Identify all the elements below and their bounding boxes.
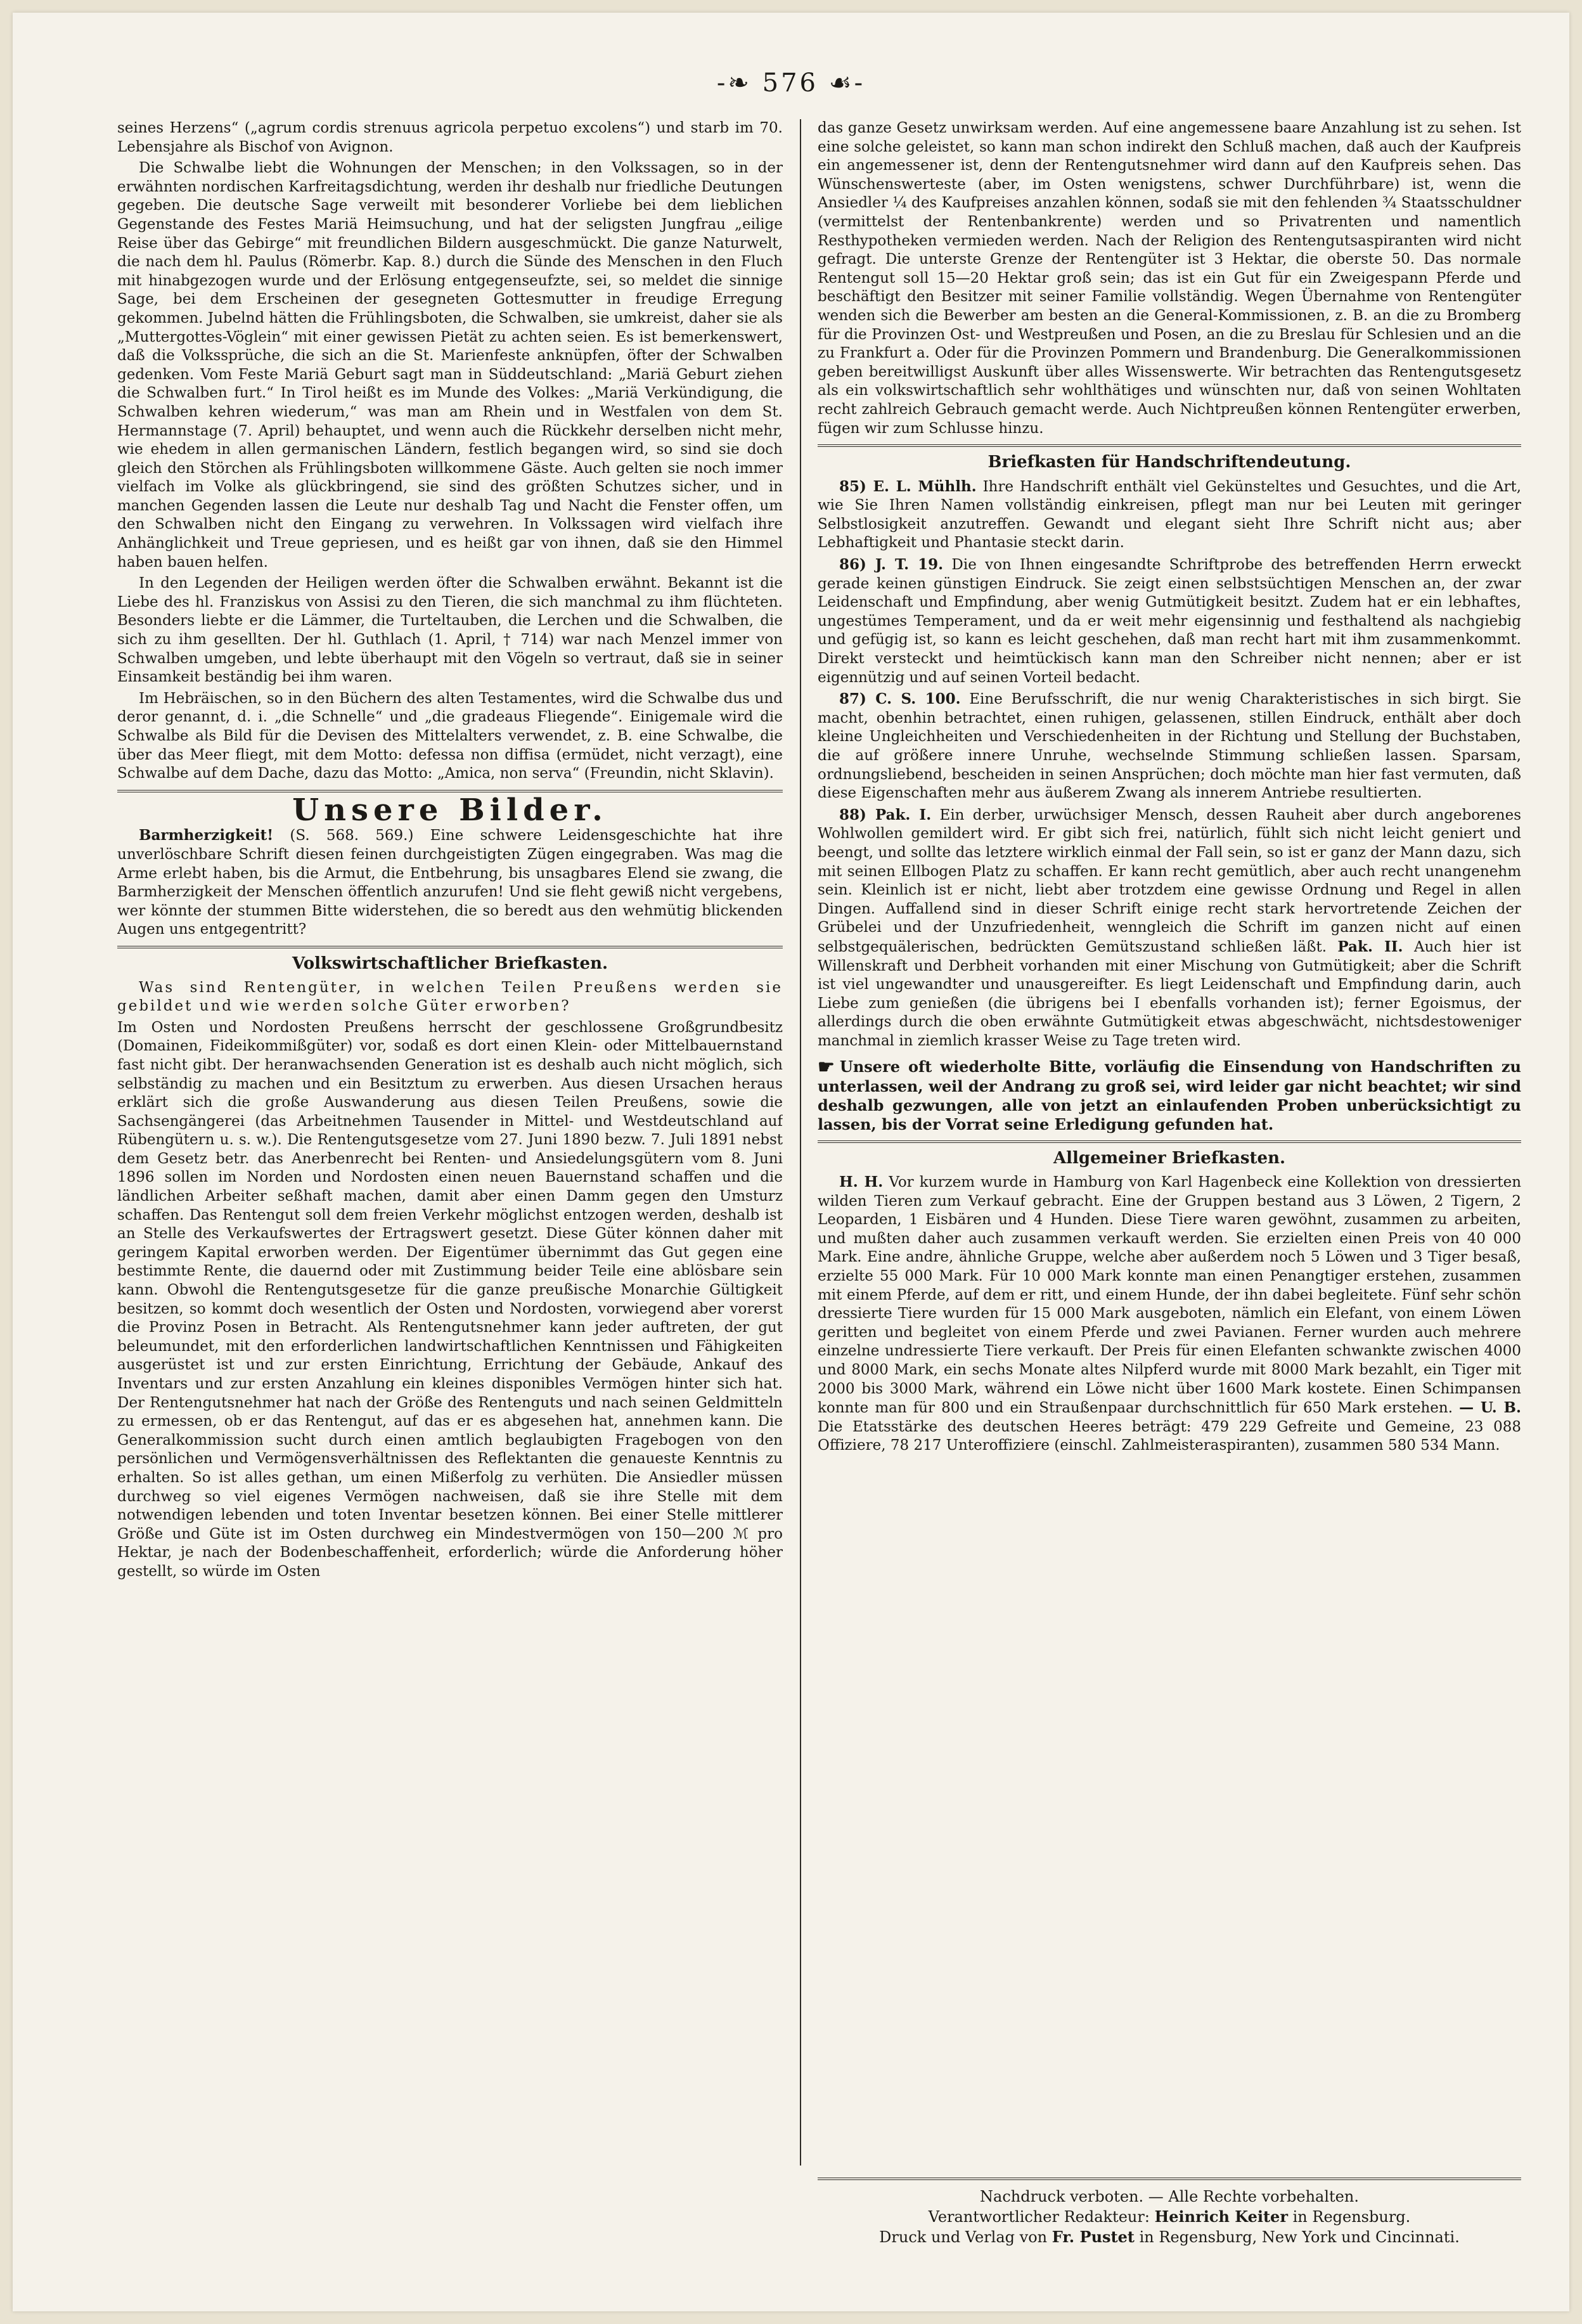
divider: [818, 1140, 1521, 1143]
column-divider: [800, 119, 801, 2166]
vw-question: Was sind Rentengüter, in welchen Teilen Preußens werden sie gebildet und wie werden solche Güter erworben?: [117, 979, 783, 1015]
handwriting-notice: ☛ Unsere oft wiederholte Bitte, vorläufig die Einsendung von Handschriften zu unterlassen, weil der Andrang zu groß sei, wird leider gar nicht beachtet; wir sind deshalb gezwungen, alle von jetzt an einlaufenden Proben unberücksichtigt zu lassen, bis der Vorrat seine Erledigung gefunden hat.: [818, 1055, 1521, 1133]
handwriting-entry-85: 85) E. L. Mühlh. Ihre Handschrift enthält viel Gekünsteltes und Gesuchtes, und die Art, wie Sie Ihren Namen vollständig einkreisen, pflegt man nur bei Leuten mit geringer Selbstlosigkeit anzutreffen. Gewandt und elegant sieht Ihre Schrift nicht aus; aber Lebhaftigkeit und Phantasie steckt darin.: [818, 477, 1521, 552]
section-title-allgemein: Allgemeiner Briefkasten.: [1053, 1148, 1286, 1168]
divider: [818, 2178, 1521, 2180]
section-title-unsere-bilder: Unsere Bilder.: [292, 792, 608, 828]
right-column: [818, 119, 1521, 2166]
handwriting-entry-88: 88) Pak. I. Ein derber, urwüchsiger Mensch, dessen Rauheit aber durch angeborenes Wohlwollen gemildert wird. Er gibt sich frei, natürlich, fühlt sich nicht leicht geniert und beengt, und sollte das letztere wirklich einmal der Fall sein, so ist er ganz der Mann dazu, sich mit seinen Ellbogen Platz zu schaffen. Er kann recht gemütlich, aber auch recht unangenehm sein. Kleinlich ist er nicht, liebt aber trotzdem eine gewisse Ordnung und Regel in allen Dingen. Auffallend sind in dieser Schrift einige recht stark hervortretende Zeichen der Grübelei und der Unzufriedenheit, wenngleich die Schrift im ganzen nicht auf einen selbstgequälerischen, bedrückten Gemütszustand schließen läßt. Pak. II. Auch hier ist Willenskraft und Derbheit vorhanden mit einer Mischung von Gutmütigkeit; aber die Schrift ist viel ungewandter und unausgereifter. Es liegt Leidenschaft und Empfindung darin, auch Liebe zum genießen (die übrigens bei I ebenfalls vorhanden ist); ferner Egoismus, der allerdings durch die oben erwähnte Gutmütigkeit etwas abgeschwächt, nichtsdestoweniger manchmal in ziemlich krasser Weise zu Tage treten wird.: [818, 806, 1521, 1049]
imprint-editor: Verantwortlicher Redakteur: Heinrich Keiter in Regensburg.: [928, 2207, 1411, 2226]
ornament-left: -❧: [716, 68, 762, 98]
imprint-publisher: Druck und Verlag von Fr. Pustet in Regensburg, New York und Cincinnati.: [879, 2228, 1460, 2246]
bilder-lead: Barmherzigkeit!: [139, 827, 274, 844]
paragraph: In den Legenden der Heiligen werden öfter die Schwalben erwähnt. Bekannt ist die Liebe des hl. Franziskus von Assisi zu den Tieren, die sich manchmal zu ihm flüchteten. Besonders liebte er die Lämmer, die Turteltauben, die Lerchen und die Schwalben, die sich zu ihm gesellten. Der hl. Guthlach (1. April, † 714) war nach Menzel immer von Schwalben umgeben, und lebte überhaupt mit den Vögeln so vertraut, daß sie in seiner Einsamkeit beständig bei ihm waren.: [117, 575, 783, 686]
divider: [117, 946, 783, 948]
left-column: [117, 119, 783, 2166]
divider: [818, 444, 1521, 447]
paragraph: Im Hebräischen, so in den Büchern des alten Testamentes, wird die Schwalbe dus und deror genannt, d. i. „die Schnelle“ und „die gradeaus Fliegende“. Einigemale wird die Schwalbe als Bild für die Devisen des Mittelalters verwendet, z. B. eine Schwalbe, die über das Meer fliegt, mit dem Motto: defessa non diffisa (ermüdet, nicht verzagt), eine Schwalbe auf dem Dache, dazu das Motto: „Amica, non serva“ (Freundin, nicht Sklavin).: [117, 690, 783, 782]
page-number: -❧ 576 ☙-: [716, 68, 866, 98]
imprint: [818, 2178, 1521, 2247]
paragraph: Die Schwalbe liebt die Wohnungen der Menschen; in den Volkssagen, so in der erwähnten nordischen Karfreitagsdichtung, werden ihr deshalb nur friedliche Deutungen gegeben. Die deutsche Sage verweilt mit besonderer Vorliebe bei dem lieblichen Gegenstande des Festes Mariä Heimsuchung, und hat der seligsten Jungfrau „eilige Reise über das Gebirge“ mit freundlichen Bildern ausgeschmückt. Die ganze Naturwelt, die nach dem hl. Paulus (Römerbr. Kap. 8.) durch die Sünde des Menschen in den Fluch mit hinabgezogen wurde und der Erlösung entgegenseufzte, sei, so meldet die sinnige Sage, bei dem Erscheinen der gesegneten Gottesmutter in freudige Erregung gekommen. Jubelnd hätten die Frühlingsboten, die Schwalben, sie umkreist, daher sie als „Muttergottes-Vöglein“ mit einer gewissen Pietät zu achten seien. Es ist bemerkenswert, daß die Volkssprüche, die sich an die St. Marienfeste anknüpfen, öfter der Schwalben gedenken. Vom Feste Mariä Geburt sagt man in Süddeutschland: „Mariä Geburt ziehen die Schwalben furt.“ In Tirol heißt es im Munde des Volkes: „Mariä Verkündigung, die Schwalben kehren wiederum,“ was man am Rhein und in Westfalen von dem St. Hermannstage (7. April) behauptet, und wenn auch die Rückkehr derselben nicht mehr, wie ehedem in allen germanischen Ländern, festlich begangen wird, so sind sie doch gleich den Störchen als Frühlingsboten willkommene Gäste. Auch gelten sie noch immer vielfach im Volke als glückbringend, sie sind des größten Schutzes sicher, und in manchen Gegenden lassen die Leute nur deshalb Tag und Nacht die Fenster offen, um den Schwalben nicht den Eingang zu verwehren. In Volkssagen wird vielfach ihre Anhänglichkeit und Treue gepriesen, und es heißt gar von ihnen, daß sie den Himmel haben bauen helfen.: [117, 160, 783, 571]
vw-answer: Im Osten und Nordosten Preußens herrscht der geschlossene Großgrundbesitz (Domainen, Fideikommißgüter) vor, sodaß es dort einen Klein- oder Mittelbauernstand fast nicht gibt. Der heranwachsenden Generation ist es deshalb auch nicht möglich, sich selbständig zu machen und ein Besitztum zu erwerben. Aus diesen Ursachen heraus erklärt sich die große Auswanderung aus diesen Teilen Preußens, sowie die Sachsengängerei (das Arbeitnehmen Tausender in Mittel- und Westdeutschland auf Rübengütern u. s. w.). Die Rentengutsgesetze vom 27. Juni 1890 bezw. 7. Juli 1891 nebst dem Gesetz betr. das Anerbenrecht bei Renten- und Ansiedelungsgütern vom 8. Juni 1896 sollen im Norden und Nordosten einen neuen Bauernstand schaffen und die ländlichen Arbeiter seßhaft machen, damit aber einen Damm gegen den Umsturz schaffen. Das Rentengut soll dem freien Verkehr möglichst entzogen werden, deshalb ist an Stelle des Verkaufswertes der Ertragswert gesetzt. Diese Güter können daher mit geringem Kapital erworben werden. Der Eigentümer übernimmt das Gut gegen eine bestimmte Rente, die dauernd oder mit Zustimmung beider Teile eine ablösbare sein kann. Obwohl die Rentengutsgesetze für die ganze preußische Monarchie Gültigkeit besitzen, so kommt doch wesentlich der Osten und Nordosten, vorwiegend aber vorerst die Provinz Posen in Betracht. Als Rentengutsnehmer kann jeder auftreten, der gut beleumundet, mit den erforderlichen landwirtschaftlichen Kenntnissen und Fähigkeiten ausgerüstet ist und zur ersten Einrichtung, Errichtung der Gebäude, Ankauf des Inventars und zur ersten Anzahlung ein kleines disponibles Vermögen hinter sich hat. Der Rentengutsnehmer hat nach der Größe des Rentenguts und nach seinen Geldmitteln zu ermessen, ob er das Rentengut, auf das er es abgesehen hat, annehmen kann. Die Generalkommission sucht durch einen amtlich beglaubigten Fragebogen von den persönlichen und Vermögensverhältnissen des Reflektanten die genaueste Kenntnis zu erhalten. So ist alles gethan, um einen Mißerfolg zu verhüten. Die Ansiedler müssen durchweg so viel eigenes Vermögen nachweisen, daß sie ihre Stelle mit dem notwendigen lebenden und toten Inventar besetzen können. Bei einer Stelle mittlerer Größe und Güte ist im Osten durchweg ein Mindestvermögen von 150—200 ℳ pro Hektar, je nach der Bodenbeschaffenheit, erforderlich; würde die Anforderung höher gestellt, so würde im Osten: [117, 1019, 783, 1580]
vw-answer-continued: das ganze Gesetz unwirksam werden. Auf eine angemessene baare Anzahlung ist zu sehen. Ist eine solche geleistet, so kann man schon indirekt den Schluß machen, daß auch der Kaufpreis ein angemessener ist, denn der Rentengutsnehmer wird dann auf den Kaufpreis sehen. Das Wünschenswerteste (aber, im Osten wenigstens, schwer Durchführbare) ist, wenn die Ansiedler ¼ des Kaufpreises anzahlen können, sodaß sie mit den fehlenden ¾ Staatsschuldner (vermittelst der Rentenbankrente) werden und so Privatrenten und namentlich Resthypotheken vermieden werden. Nach der Religion des Rentengutsaspiranten wird nicht gefragt. Die unterste Grenze der Rentengüter ist 3 Hektar, die oberste 50. Das normale Rentengut soll 15—20 Hektar groß sein; das ist ein Gut für ein Zweigespann Pferde und beschäftigt den Besitzer mit seiner Familie vollständig. Wegen Übernahme von Rentengüter wenden sich die Bewerber am besten an die General-Kommissionen, z. B. an die zu Bromberg für die Provinzen Ost- und Westpreußen und Posen, an die zu Breslau für Schlesien und an die zu Frankfurt a. Oder für die Provinzen Pommern und Brandenburg. Die Generalkommissionen geben bereitwilligst Auskunft über alles Wissenswerte. Wir betrachten das Rentengutsgesetz als ein volkswirtschaftlich sehr wohlthätiges und wünschten nur, daß von seinen Wohltaten recht zahlreich Gebrauch gemacht werde. Auch Nichtpreußen können Rentengüter erwerben, fügen wir zum Schlusse hinzu.: [818, 120, 1521, 437]
pointing-hand-icon: ☛: [818, 1055, 835, 1078]
bilder-text: (S. 568. 569.) Eine schwere Leidensgeschichte hat ihre unverlöschbare Schrift diesen feinen durchgeistigten Zügen eingegraben. Was mag die Arme erlebt haben, bis die Armut, die Entbehrung, bis unsagbares Elend sie zwang, die Barmherzigkeit der Menschen öffentlich anzurufen! Und sie fleht gewiß nicht vergebens, wer könnte der stummen Bitte widerstehen, die so beredt aus den wehmütig blickenden Augen uns entgegentritt?: [117, 827, 783, 938]
handwriting-entry-86: 86) J. T. 19. Die von Ihnen eingesandte Schriftprobe des betreffenden Herrn erweckt gerade keinen günstigen Eindruck. Sie zeigt einen selbstsüchtigen Menschen an, der zwar Leidenschaft und Empfindung, aber wenig Gutmütigkeit besitzt. Zudem hat er ein lebhaftes, ungestümes Temperament, und da er weit mehr eigensinnig und festhaltend als nachgiebig und gefügig ist, so kann es leicht geschehen, daß man recht hart mit ihm zusammenkommt. Direkt versteckt und heimtückisch kann man den Schreiber nicht nennen; aber er ist eigennützig und auf seinen Vorteil bedacht.: [818, 556, 1521, 686]
newspaper-page: [13, 13, 1569, 2311]
general-entry: H. H. Vor kurzem wurde in Hamburg von Karl Hagenbeck eine Kollektion von dressierten wilden Tieren zum Verkauf gebracht. Eine der Gruppen bestand aus 3 Löwen, 2 Tigern, 2 Leoparden, 1 Eisbären und 4 Hunden. Diese Tiere waren gewöhnt, zusammen zu arbeiten, und mußten daher auch zusammen verkauft werden. Sie erzielten einen Preis von 40 000 Mark. Eine andre, ähnliche Gruppe, welche aber außerdem noch 5 Löwen und 3 Tiger besaß, erzielte 55 000 Mark. Für 10 000 Mark konnte man einen Penangtiger erstehen, zusammen mit einem Pferde, auf dem er ritt, und einem Hunde, der ihn dabei begleitete. Fünf sehr schön dressierte Tiere wurden für 15 000 Mark ausgeboten, nämlich ein Elefant, von einem Löwen geritten und begleitet von einem Pferde und zwei Pavianen. Ferner wurden auch mehrere einzelne undressierte Tiere verkauft. Der Preis für einen Elefanten schwankte zwischen 4000 und 8000 Mark, ein sechs Monate altes Nilpferd wurde mit 8000 Mark bezahlt, ein Tiger mit 2000 bis 3000 Mark, während ein Löwe nicht über 1600 Mark kostete. Einen Schimpansen konnte man für 800 und ein Straußenpaar durchschnittlich für 650 Mark erstehen. — U. B. Die Etatsstärke des deutschen Heeres beträgt: 479 229 Gefreite und Gemeine, 23 088 Offiziere, 78 217 Unteroffiziere (einschl. Zahlmeisteraspiranten), zusammen 580 534 Mann.: [818, 1173, 1521, 1454]
ornament-right: ☙-: [818, 68, 866, 98]
section-title-volkswirtschaft: Volkswirtschaftlicher Briefkasten.: [292, 953, 608, 973]
imprint-rights: Nachdruck verboten. — Alle Rechte vorbehalten.: [980, 2188, 1359, 2205]
section-title-handschriften: Briefkasten für Handschriftendeutung.: [987, 453, 1351, 472]
paragraph: seines Herzens“ („agrum cordis strenuus agricola perpetuo excolens“) und starb im 70. Lebensjahre als Bischof von Avignon.: [117, 120, 783, 155]
bilder-entry: [117, 826, 783, 939]
handwriting-entry-87: 87) C. S. 100. Eine Berufsschrift, die nur wenig Charakteristisches in sich birgt. Sie macht, obenhin betrachtet, einen ruhigen, gelassenen, stillen Eindruck, enthält aber doch kleine Ungleichheiten und Verschiedenheiten in der Richtung und Stellung der Buchstaben, die auf größere innere Unruhe, wechselnde Stimmung schließen lassen. Sparsam, ordnungsliebend, bescheiden in seinen Ansprüchen; doch möchte man hier fast vermuten, daß diese Eigenschaften mehr aus äußerem Zwang als innerem Antriebe resultierten.: [818, 690, 1521, 802]
